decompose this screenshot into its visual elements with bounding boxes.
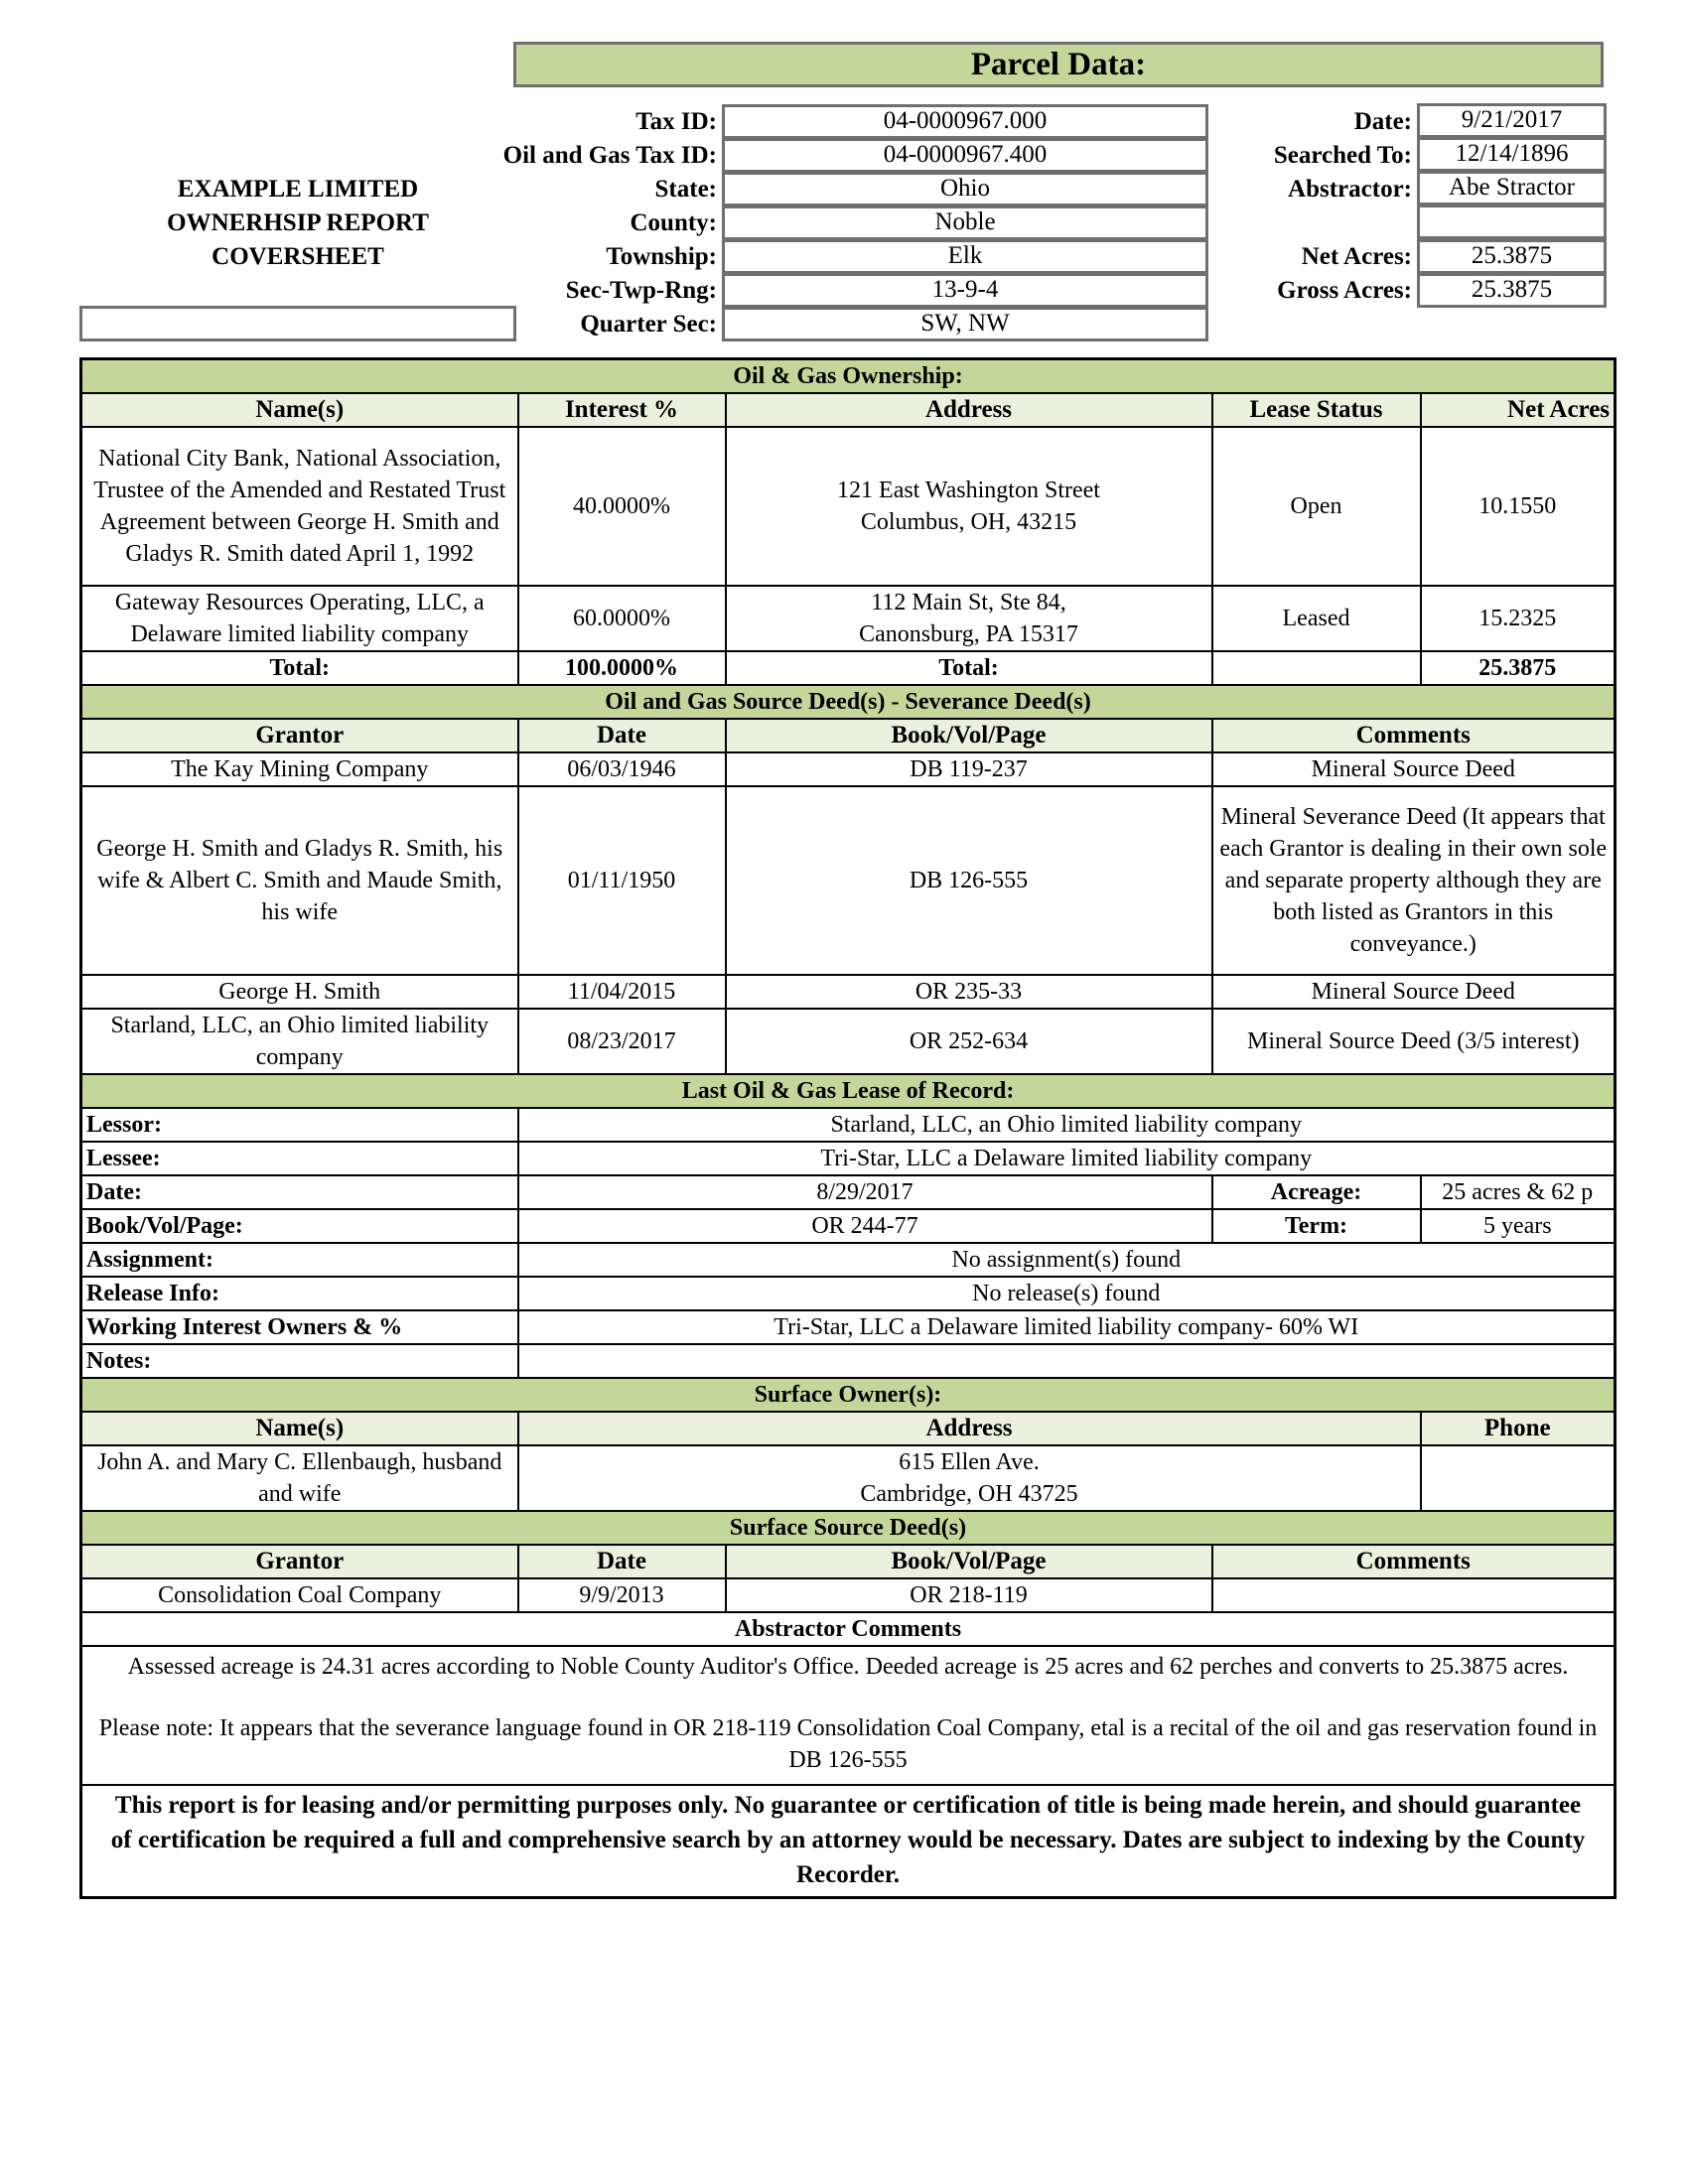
table-row (81, 1108, 1616, 1142)
assignment-value: No assignment(s) found (518, 1243, 1616, 1277)
deed-comments: Mineral Severance Deed (It appears that each Grantor is dealing in their own sole and separate property although they are both listed as Grantors in this conveyance.) (1212, 786, 1616, 975)
ownership-header-interest: Interest % (518, 393, 726, 427)
surface-deeds-header-date: Date (518, 1545, 726, 1578)
table-row (81, 1209, 1616, 1243)
total-label: Total: (81, 651, 518, 685)
owner-status: Open (1212, 427, 1421, 586)
severance-header-book: Book/Vol/Page (726, 719, 1212, 752)
owner-address-line-2: Columbus, OH, 43215 (860, 509, 1077, 535)
blank-value (1417, 205, 1607, 239)
abstractor-comments-row (81, 1646, 1616, 1785)
report-title-line-3: COVERSHEET (211, 243, 384, 270)
lease-title: Last Oil & Gas Lease of Record: (81, 1074, 1616, 1108)
og-tax-id-value: 04-0000967.400 (722, 138, 1208, 173)
surface-header-phone: Phone (1421, 1412, 1616, 1445)
abstractor-title: Abstractor Comments (81, 1612, 1616, 1646)
surface-deeds-title: Surface Source Deed(s) (81, 1511, 1616, 1545)
wio-label: Working Interest Owners & % (81, 1310, 518, 1344)
abstractor-comments (81, 1646, 1616, 1785)
table-row (81, 1142, 1616, 1175)
deed-comments: Mineral Source Deed (3/5 interest) (1212, 1009, 1616, 1074)
release-value: No release(s) found (518, 1277, 1616, 1310)
sec-twp-rng-value: 13-9-4 (722, 273, 1208, 308)
abstractor-comment-2: Please note: It appears that the severance language found in OR 218-119 Consolidation Coal Company, etal is a recital of the oil and gas reservation found in DB 126-555 (98, 1715, 1598, 1773)
table-row (81, 786, 1616, 975)
deed-book: DB 119-237 (726, 752, 1212, 786)
surface-address-line-2: Cambridge, OH 43725 (860, 1481, 1078, 1507)
total-status (1212, 651, 1421, 685)
owner-interest: 40.0000% (518, 427, 726, 586)
lessee-value: Tri-Star, LLC a Delaware limited liability company (518, 1142, 1616, 1175)
county-value: Noble (722, 205, 1208, 240)
og-tax-id-label: Oil and Gas Tax ID: (502, 142, 717, 169)
owner-address-line-1: 121 East Washington Street (837, 478, 1100, 503)
severance-title: Oil and Gas Source Deed(s) - Severance Deed(s) (81, 685, 1616, 719)
gross-acres-value: 25.3875 (1417, 273, 1607, 308)
lease-date-value: 8/29/2017 (518, 1175, 1212, 1209)
owner-address-line-2: Canonsburg, PA 15317 (859, 621, 1078, 647)
owner-acres: 10.1550 (1421, 427, 1616, 586)
table-row (81, 1445, 1616, 1511)
disclaimer-row (81, 1785, 1616, 1898)
report-grid (79, 357, 1617, 1899)
township-label: Township: (606, 243, 717, 270)
severance-header-grantor: Grantor (81, 719, 518, 752)
table-row (81, 1243, 1616, 1277)
parcel-data-title: Parcel Data: (513, 42, 1604, 87)
state-label: State: (654, 176, 717, 203)
deed-date: 01/11/1950 (518, 786, 726, 975)
surface-deeds-header-book: Book/Vol/Page (726, 1545, 1212, 1578)
surface-address-line-1: 615 Ellen Ave. (899, 1449, 1040, 1475)
deed-comments: Mineral Source Deed (1212, 975, 1616, 1009)
total-acres: 25.3875 (1421, 651, 1616, 685)
abstractor-comment-1: Assessed acreage is 24.31 acres according to Noble County Auditor's Office. Deeded acreage is 25 acres and 62 perches and converts to 25.3875 acres. (127, 1654, 1569, 1680)
total-interest: 100.0000% (518, 651, 726, 685)
table-row (81, 427, 1616, 586)
surface-deeds-header-comments: Comments (1212, 1545, 1616, 1578)
report-title-line-2: OWNERHSIP REPORT (167, 209, 429, 236)
surface-deed-comments (1212, 1578, 1616, 1612)
abstractor-label: Abstractor: (1288, 176, 1412, 203)
ownership-header-acres: Net Acres (1421, 393, 1616, 427)
acreage-label: Acreage: (1212, 1175, 1421, 1209)
searched-to-label: Searched To: (1273, 142, 1412, 169)
ownership-title: Oil & Gas Ownership: (81, 359, 1616, 394)
date-label: Date: (1353, 108, 1412, 135)
searched-to-value: 12/14/1896 (1417, 137, 1607, 172)
surface-owner-address (518, 1445, 1421, 1511)
severance-header-date: Date (518, 719, 726, 752)
deed-date: 08/23/2017 (518, 1009, 726, 1074)
assignment-label: Assignment: (81, 1243, 518, 1277)
tax-id-value: 04-0000967.000 (722, 104, 1208, 139)
owner-name: National City Bank, National Association, Trustee of the Amended and Restated Trust Agreement between George H. Smith and Gladys R. Smith dated April 1, 1992 (81, 427, 518, 586)
gross-acres-label: Gross Acres: (1277, 277, 1412, 304)
ownership-header-name: Name(s) (81, 393, 518, 427)
owner-address (726, 586, 1212, 651)
surface-deed-grantor: Consolidation Coal Company (81, 1578, 518, 1612)
owner-address-line-1: 112 Main St, Ste 84, (871, 590, 1066, 615)
tax-id-label: Tax ID: (635, 108, 717, 135)
date-value: 9/21/2017 (1417, 103, 1607, 138)
table-row (81, 1175, 1616, 1209)
ownership-header-status: Lease Status (1212, 393, 1421, 427)
deed-date: 06/03/1946 (518, 752, 726, 786)
abstractor-value: Abe Stractor (1417, 171, 1607, 205)
severance-header-comments: Comments (1212, 719, 1616, 752)
deed-comments: Mineral Source Deed (1212, 752, 1616, 786)
township-value: Elk (722, 239, 1208, 274)
ownership-header-address: Address (726, 393, 1212, 427)
term-label: Term: (1212, 1209, 1421, 1243)
county-label: County: (630, 209, 717, 236)
deed-grantor: Starland, LLC, an Ohio limited liability company (81, 1009, 518, 1074)
notes-label: Notes: (81, 1344, 518, 1378)
table-row (81, 1277, 1616, 1310)
table-row (81, 975, 1616, 1009)
acreage-value: 25 acres & 62 p (1421, 1175, 1616, 1209)
quarter-sec-value: SW, NW (722, 307, 1208, 341)
lease-date-label: Date: (81, 1175, 518, 1209)
ownership-total-row (81, 651, 1616, 685)
surface-owner-name: John A. and Mary C. Ellenbaugh, husband and wife (81, 1445, 518, 1511)
surface-header-name: Name(s) (81, 1412, 518, 1445)
disclaimer: This report is for leasing and/or permitting purposes only. No guarantee or certification of title is being made herein, and should guarantee of certification be required a full and comprehensive search by an attorney would be necessary. Dates are subject to indexing by the County Recorder. (81, 1785, 1616, 1898)
deed-grantor: George H. Smith (81, 975, 518, 1009)
surface-header-address: Address (518, 1412, 1421, 1445)
state-value: Ohio (722, 172, 1208, 206)
table-row (81, 1578, 1616, 1612)
wio-value: Tri-Star, LLC a Delaware limited liability company- 60% WI (518, 1310, 1616, 1344)
term-value: 5 years (1421, 1209, 1616, 1243)
notes-value (518, 1344, 1616, 1378)
surface-title: Surface Owner(s): (81, 1378, 1616, 1412)
deed-date: 11/04/2015 (518, 975, 726, 1009)
surface-deed-book: OR 218-119 (726, 1578, 1212, 1612)
table-row (81, 752, 1616, 786)
table-row (81, 1344, 1616, 1378)
total-label-2: Total: (726, 651, 1212, 685)
lessee-label: Lessee: (81, 1142, 518, 1175)
net-acres-label: Net Acres: (1301, 243, 1412, 270)
report-title-line-1: EXAMPLE LIMITED (177, 176, 419, 203)
owner-name: Gateway Resources Operating, LLC, a Delaware limited liability company (81, 586, 518, 651)
table-row (81, 586, 1616, 651)
sec-twp-rng-label: Sec-Twp-Rng: (565, 277, 717, 304)
lessor-value: Starland, LLC, an Ohio limited liability company (518, 1108, 1616, 1142)
owner-address (726, 427, 1212, 586)
lease-book-label: Book/Vol/Page: (81, 1209, 518, 1243)
lessor-label: Lessor: (81, 1108, 518, 1142)
deed-book: DB 126-555 (726, 786, 1212, 975)
deed-grantor: The Kay Mining Company (81, 752, 518, 786)
surface-owner-phone (1421, 1445, 1616, 1511)
owner-acres: 15.2325 (1421, 586, 1616, 651)
deed-grantor: George H. Smith and Gladys R. Smith, his wife & Albert C. Smith and Maude Smith, his wife (81, 786, 518, 975)
surface-deeds-header-grantor: Grantor (81, 1545, 518, 1578)
lease-book-value: OR 244-77 (518, 1209, 1212, 1243)
surface-deed-date: 9/9/2013 (518, 1578, 726, 1612)
deed-book: OR 235-33 (726, 975, 1212, 1009)
owner-interest: 60.0000% (518, 586, 726, 651)
release-label: Release Info: (81, 1277, 518, 1310)
quarter-sec-label: Quarter Sec: (580, 311, 717, 338)
net-acres-value: 25.3875 (1417, 239, 1607, 274)
deed-book: OR 252-634 (726, 1009, 1212, 1074)
owner-status: Leased (1212, 586, 1421, 651)
table-row (81, 1310, 1616, 1344)
table-row (81, 1009, 1616, 1074)
